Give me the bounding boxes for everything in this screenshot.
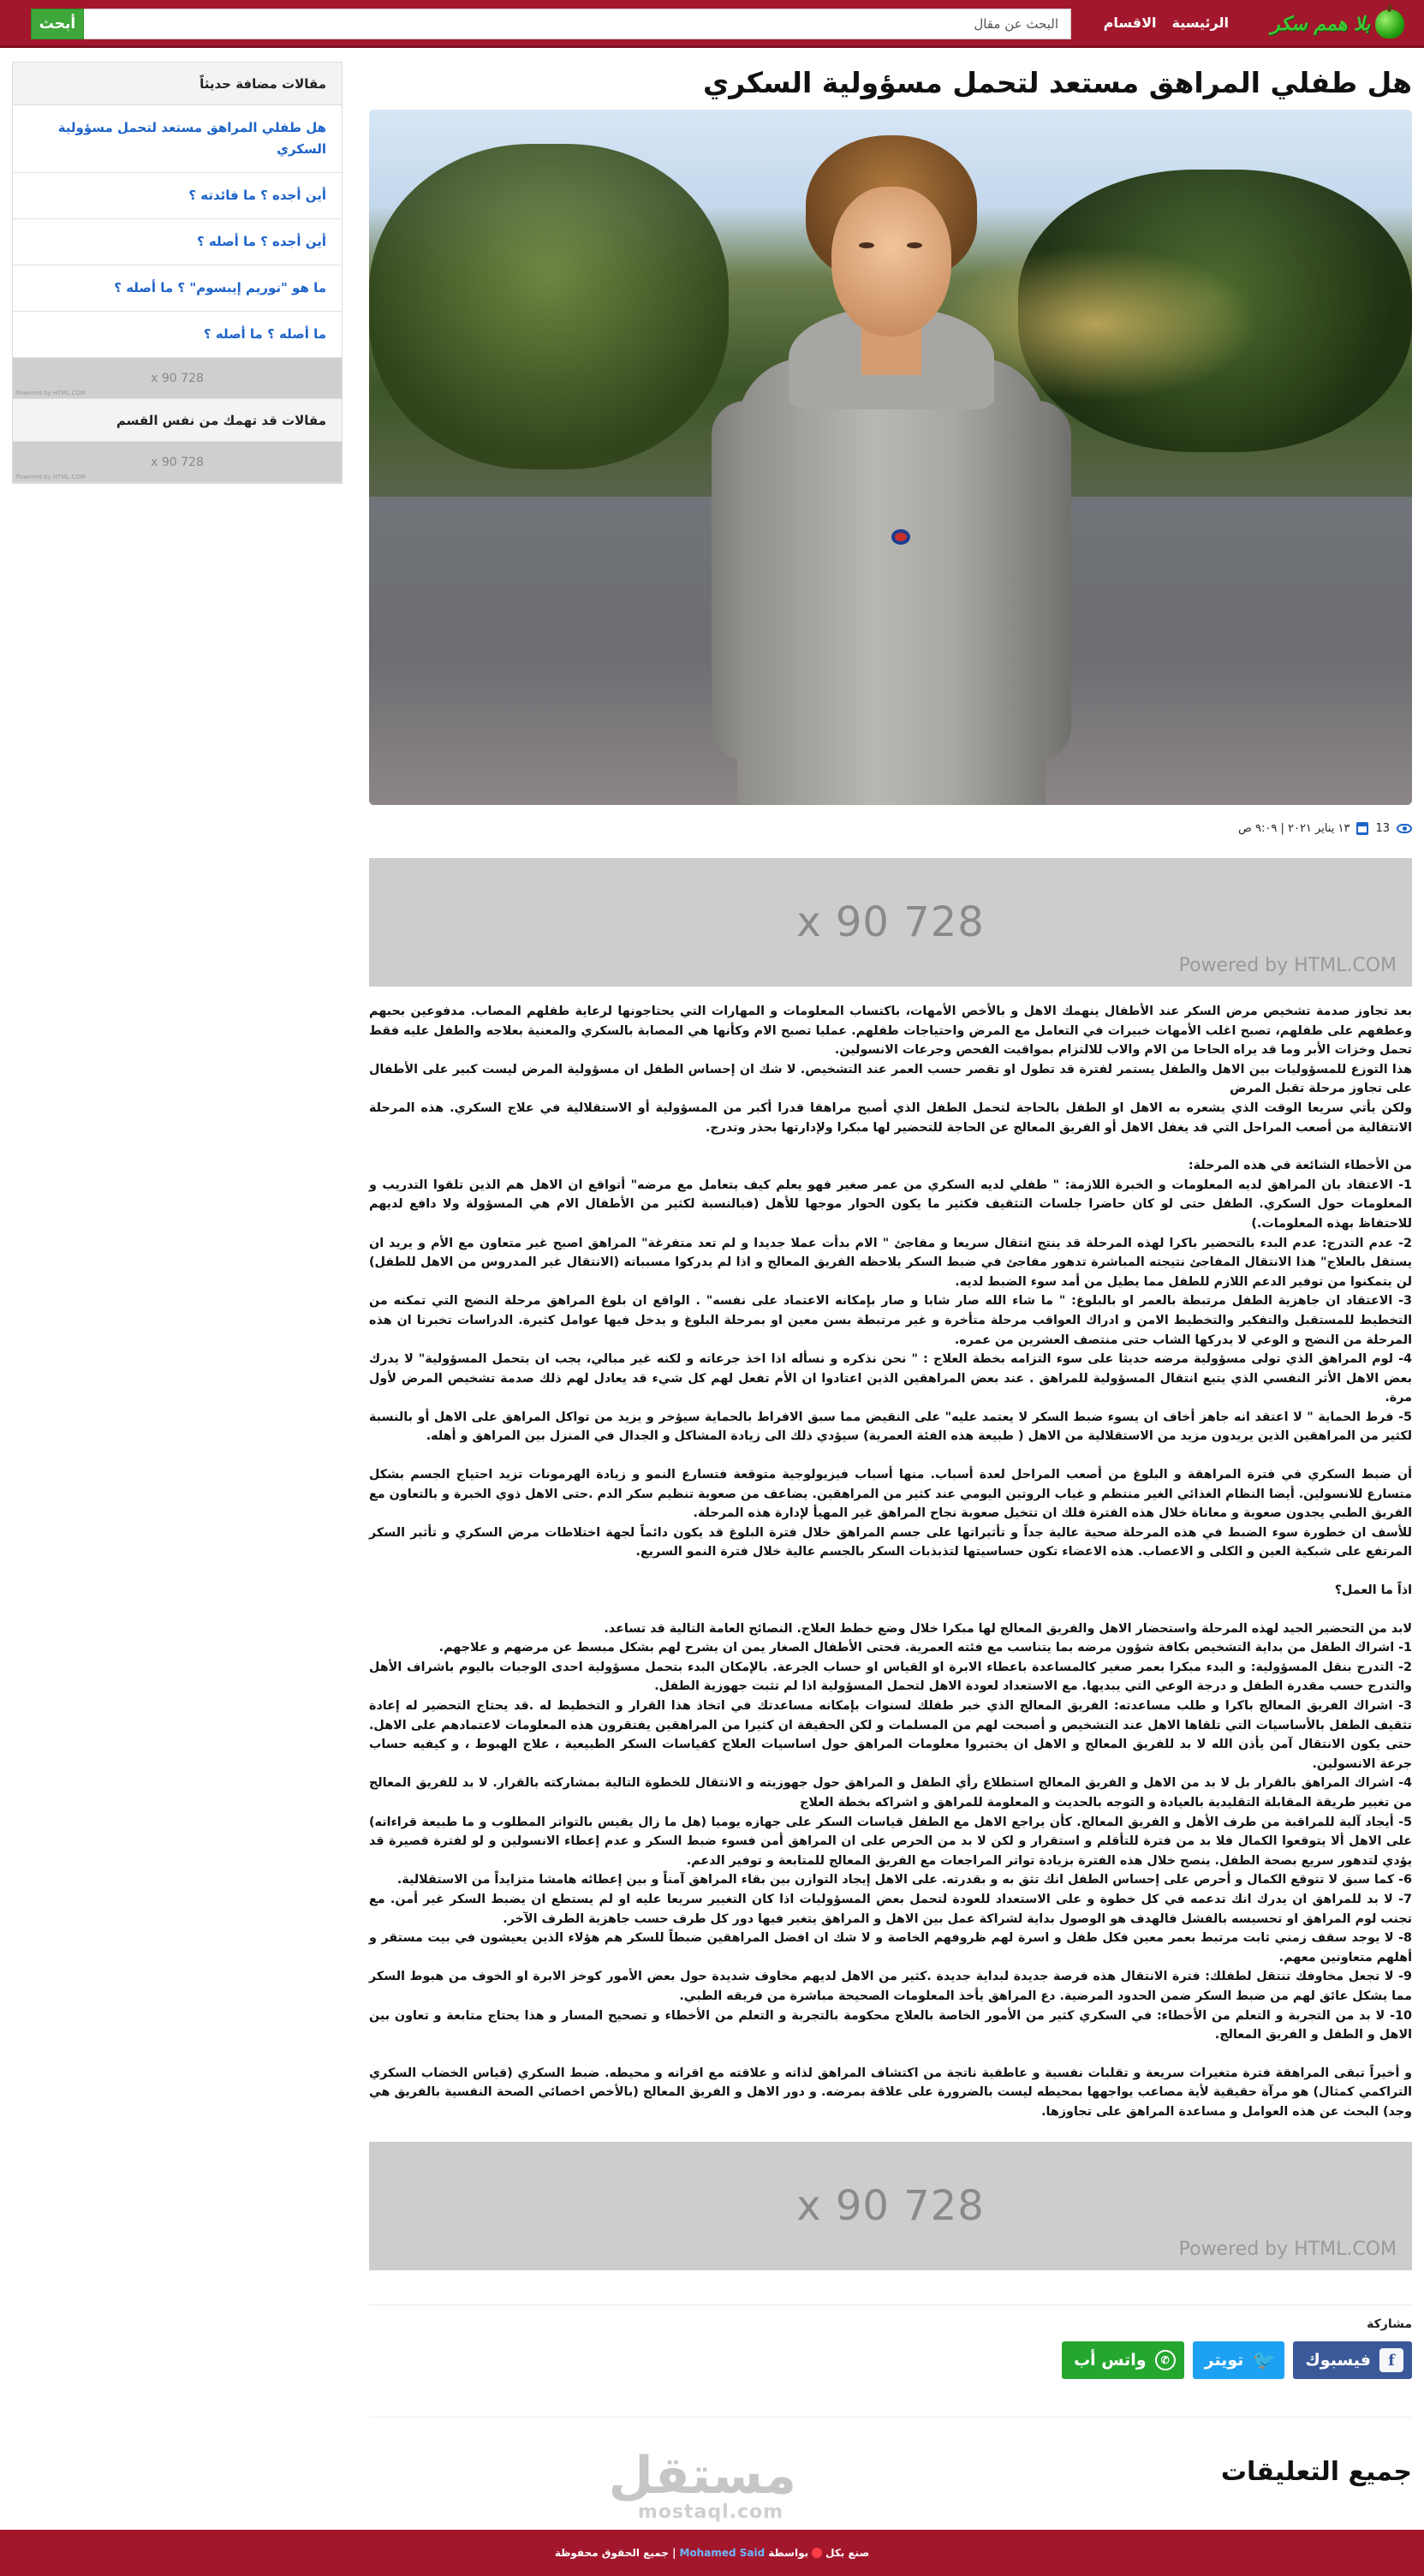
article-list-item: 6- كما سبق لا تتوقع الكمال و أحرص على إحساس الطفل انك تثق به و بقدرته. على الاهل إيجاد التوازن بين بقاء المراهق آمناً و بين إعطائه هامشا متزايداً من الاستقلالية. — [396, 1873, 1412, 1887]
twitter-share-label: تويتر — [1204, 2351, 1244, 2370]
twitter-icon: 🐦 — [1252, 2349, 1277, 2372]
article-body — [369, 1002, 1412, 2121]
twitter-share-button[interactable] — [1193, 2341, 1285, 2379]
recent-article-link[interactable]: أين أجده ؟ ما فائدته ؟ — [13, 173, 342, 219]
article-subheading: اذاً ما العمل؟ — [1334, 1583, 1412, 1598]
facebook-share-label: فيسبوك — [1305, 2351, 1371, 2370]
mostaql-watermark — [608, 2446, 796, 2523]
search-button[interactable]: أبحث — [31, 9, 84, 39]
article-main — [369, 62, 1412, 2487]
main-nav — [1104, 15, 1229, 31]
search-bar — [31, 9, 1071, 39]
article-list-item: 1- الاعتقاد بان المراهق لديه المعلومات و الخبرة اللازمة: " طفلي لديه السكري من عمر صغير فهو يعلم كيف يتعامل مع مرضه" أتواقع ان الاهل هم الذين تلقوا التدريب و المعلومات حول السكري. الطفل حتى لو كان حاضرا جلسات التثقيف فكثير ما يكون الحوار موجها للأهل (فبالنسبة لكثير من الأطفال الام هي المسؤولة ولا دافع لديهم للاحتفاظ بهذه المعلومات.) — [369, 1178, 1412, 1231]
teen-boy-photo — [712, 127, 1071, 805]
top-navbar — [0, 0, 1424, 48]
share-label: مشاركة — [369, 2305, 1412, 2331]
recent-article-link[interactable]: هل طفلي المراهق مستعد لتحمل مسؤولية السكري — [13, 105, 342, 173]
ad-size-label: 728 x 90 — [151, 455, 204, 469]
ad-size-label: 728 x 90 — [796, 2182, 985, 2231]
footer-made-with: صنع بكل — [825, 2547, 870, 2559]
facebook-share-button[interactable] — [1293, 2341, 1412, 2379]
ad-size-label: 728 x 90 — [796, 898, 985, 946]
watermark-ar: مستقل — [608, 2446, 796, 2506]
article-ad-banner-top[interactable] — [369, 858, 1412, 987]
article-list-item: 7- لا بد للمراهق ان يدرك انك تدعمه في كل خطوة و على الاستعداد للعودة لتحمل بعض المسؤوليات اذا كان التغيير سريعا عليه او لم يستطع ان يضبط السكر غير أمن. مع تجنب لوم المراهق او تحسيسه بالفشل فالهدف هو الوصول بداية لشراكة عمل بين الاهل و المراهق يتغير فيها دور كل طرف حسب جاهزية الطرف الآخر. — [369, 1892, 1412, 1926]
article-list-item: 9- لا تجعل مخاوفك تنتقل لطفلك: فترة الانتقال هذه فرصة جديدة لبداية جديدة .كثير من الاهل لديهم مخاوف شديدة حول بعض الأمور كوخز الابرة او الخوف من هبوط السكر مما يشكل عائق لهم من ضبط السكر ضمن الحدود المرضية. دع المراهق يأخذ المعلومات الصحيحة مباشرة من فريقه الطبي. — [369, 1970, 1412, 2003]
article-list-item: 5- أيجاد آلية للمراقبة من طرف الأهل و الفريق المعالج. كأن يراجع الاهل مع الطفل قياسات السكر على جهازه يوميا (هل ما زال يقيس بالتواتر المطلوب و ما طبيعة قراءاته) على الاهل ألا يتوقعوا الكمال فلا بد من فترة للتأقلم و استقرار و لكن لا بد من الحرص على ان المراهق أمن فسوء ضبط السكر و عدم إعطاء الانسولين و لو لفترة قصيرة قد يؤدي لتدهور سريع بصحة الطفل. ينصح خلال هذه الفترة بزيادة تواتر المراجعات مع الفريق المعالج للمتابعة و توفير الدعم. — [369, 1815, 1412, 1868]
sidebar-ad-banner[interactable] — [13, 358, 342, 399]
article-list-item: 3- الاعتقاد ان جاهزية الطفل مرتبطة بالعمر او بالبلوغ: " ما شاء الله صار شابا و صار بإمكانه الاعتماد على نفسه" . الواقع ان بلوغ المراهق مرحلة النضج التي تمكنه من التخطيط للمستقبل والتفكير والتخطيط الامن و ادراك العواقب مرحلة متأخرة و غير مرتبطة بسن معين او بمرحلة البلوغ و يدخل فيها عوامل كثيرة. الدراسات تخبرنا ان هذه المرحلة من النضج و الوعي لا يدركها الشاب حتى منتصف العشرين من عمره. — [369, 1294, 1412, 1347]
article-list-item: 1- اشراك الطفل من بداية التشخيص بكافة شؤون مرضه بما يتناسب مع فئته العمرية. فحتى الأطفال الصغار يمن ان يشرح لهم بشكل مبسط عن مرضهم و علاجهم. — [438, 1641, 1412, 1655]
article-list-item: 2- التدرج بنقل المسؤولية: و البدء مبكرا بعمر صغير كالمساعدة باعطاء الابرة او القياس او حساب الجرعة. بالإمكان البدء بتحمل مسؤولية احدى الوجبات باليوم باشراف الأهل والتدرج حسب مقدرة الطفل و درجة الوعي التي يبديها. مع الاستعداد لعودة الاهل لتحمل المسؤولية اذا لم تثبت جهوزية الطفل. — [369, 1660, 1412, 1694]
ad-powered-label: Powered by HTML.COM — [16, 474, 86, 480]
article-paragraph: هذا التوزع للمسؤوليات بين الاهل والطفل يستمر لفترة قد تطول او تقصر حسب العمر عند التشخيص. لا شك ان إحساس الطفل ان مسؤولية المرض ليست كبير على الأطفال على تجاوز مرحلة تقبل المرض — [369, 1062, 1412, 1096]
share-buttons — [369, 2341, 1412, 2379]
article-title: هل طفلي المراهق مستعد لتحمل مسؤولية السكري — [703, 66, 1412, 99]
article-list-item: 10- لا بد من التجربة و التعلم من الأخطاء: في السكري كثير من الأمور الخاصة بالعلاج محكومة بالتجربة و التعلم من الأخطاء و تصحيح المسار و هذا يحتاج متابعة و تعاون بين الاهل و الطفل و الفريق المعالج. — [369, 2008, 1412, 2042]
site-footer — [0, 2530, 1424, 2576]
article-hero-image — [369, 110, 1412, 805]
article-list-item: 3- اشراك الفريق المعالج باكرا و طلب مساعدته: الفريق المعالج الذي خبر طفلك لسنوات بإمكانه مساعدتك في اتخاذ هذا القرار و التخطيط له .قد يحتاج التحضير له إعادة تثقيف الطفل بالأساسيات التي تلقاها الاهل عند التشخيص و أصبحت لهم من المسلمات و لكن الحقيقة ان كثيرا من المراهقين يفتقرون هذه المعلومات لاعتمادهم على الاهل. حتى يكون الانتقال آمن يأذن الله لا بد للفريق المعالج و الاهل ان يختبروا معلومات المراهق حول اساسيات العلاج كقياسات السكر الطبيعية ، علاج الهبوط ، و كيفيه حساب جرعة الانسولين. — [369, 1699, 1412, 1771]
facebook-icon: f — [1379, 2348, 1403, 2372]
ad-powered-label: Powered by HTML.COM — [1178, 955, 1397, 976]
heart-icon — [812, 2548, 822, 2558]
calendar-icon — [1356, 822, 1368, 835]
views-icon — [1397, 824, 1412, 833]
recent-articles-heading: مقالات مضافة حديثاً — [13, 63, 342, 105]
article-paragraph: أن ضبط السكري في فترة المراهقة و البلوغ من أصعب المراحل لعدة أسباب. منها أسباب فيزيولوجية متوقعة فتسارع النمو و زيادة الهرمونات تزيد احتياج الجسم بشكل متسارع للانسولين. أيضا النظام الغذائي الغير منتظم و غياب الروتين اليومي عند كثير من المراهقين. يضاعف من صعوبة تنظيم سكر الدم .حتى الاهل ذوي الخبرة و بالتعاون مع الفريق الطبي يجدون صعوبة و معاناة خلال هذه الفترة فلك ان تتخيل صعوبة نجاح المراهق غير المهيأ لإدارة هذه المرحلة. — [369, 1468, 1412, 1521]
logo-text: بلا همم سكر — [1271, 13, 1371, 35]
footer-author-link[interactable]: Mohamed Said — [679, 2547, 766, 2559]
sidebar-ad-banner[interactable] — [13, 442, 342, 483]
site-logo[interactable] — [1271, 7, 1412, 41]
watermark-en: mostaql.com — [637, 2501, 784, 2523]
article-ad-banner-bottom[interactable] — [369, 2142, 1412, 2270]
recent-article-link[interactable]: ما أصله ؟ ما أصله ؟ — [13, 312, 342, 358]
nav-home-link[interactable]: الرئيسية — [1171, 15, 1229, 31]
article-list-item: 4- لوم المراهق الذي تولى مسؤولية مرضه حديثا على سوء التزامه بخطة العلاج : " نحن نذكره و نسأله اذا اخذ جرعاته و لكنه غير مبالي، يجب ان يتحمل المسؤولية" لا يدرك بعض الاهل الأثر النفسي الذي يتبع انتقال المسؤولية للمراهق . عند بعض المراهقين الذين اعتادوا ان الأم تفعل لهم كل شيء قد يعادل لهم ذلك صدمة تشخيص المرض لأول مرة. — [369, 1352, 1412, 1405]
publish-date: ١٣ يناير ٢٠٢١ | ٩:٠٩ ص — [1238, 821, 1350, 835]
footer-rights: | جميع الحقوق محفوظة — [554, 2547, 676, 2559]
article-list-item: 4- اشراك المراهق بالقرار بل لا بد من الاهل و الفريق المعالج استطلاع رأي الطفل و المراهق حول جهوزيته و الانتقال للخطوة التالية بمشاركته بالقرار. لا بد للفريق المعالج من تغيير طريقة المقابلة التقليدية بالعيادة و التوجه بالحديث و المعلومة للمراهق و اشراكه بخطة العلاج — [369, 1776, 1412, 1810]
article-paragraph: ولكن يأتي سريعا الوقت الذي يشعره به الاهل او الطفل بالحاجة لتحمل الطفل الذي أصبح مراهقا قدرا أكبر من المسؤولية أو الاستقلالية في علاج السكري. هذه المرحلة الانتقالية من أصعب المراحل التي قد يغفل الاهل أو الفريق المعالج عن الحاجة للتحضير لها مبكرا ولإدارتها بحذر وتدرج. — [369, 1100, 1412, 1135]
article-paragraph: لابد من التحضير الجيد لهذه المرحلة واستحضار الاهل والفريق المعالج لها مبكرا خلال وضع خطط العلاج. النصائح العامة التالية قد تساعد. — [604, 1621, 1412, 1636]
related-articles-heading: مقالات قد تهمك من نفس القسم — [13, 399, 342, 442]
whatsapp-share-label: واتس أب — [1074, 2351, 1147, 2370]
apple-logo-icon — [1375, 9, 1404, 39]
article-paragraph: للأسف ان خطورة سوء الضبط في هذه المرحلة صحية عالية جداً و تأثيراتها على جسم المراهق خلال فترة البلوغ قد يكون دائماً لجهة اختلاطات مرض السكري و تأثير السكر المرتفع على شبكية العين و الكلى و الاعصاب. هذه الاعضاء تكون حساسيتها لتذبذبات السكر بالجسم عالية خلال فترة النمو السريع. — [369, 1525, 1412, 1559]
ad-powered-label: Powered by HTML.COM — [16, 390, 86, 397]
article-paragraph: بعد تجاوز صدمة تشخيص مرض السكر عند الأطفال ينهمك الاهل و بالأخص الأمهات، باكتساب المعلومات و المهارات التي يحتاجونها لرعاية طفلهم المصاب. مدفوعين بحبهم وعطفهم على طفلهم، تصبح اغلب الأمهات خبيرات في التعامل مع المرض واحتياجات طفلهم. عمليا تصبح الام وكأنها هي المصابة بالسكري والمعنية بعلاجه والطفل عليه فقط تحمل وخزات الأبر وما قد يراه الحاحا من الام والاب للالتزام بمواقيت الفحص وجرعات الانسولين. — [369, 1005, 1412, 1058]
recent-article-link[interactable]: أين أجده ؟ ما أصله ؟ — [13, 219, 342, 265]
whatsapp-icon: ✆ — [1155, 2350, 1176, 2370]
search-input[interactable] — [32, 9, 1070, 39]
nav-sections-link[interactable]: الاقسام — [1103, 15, 1157, 31]
sidebar — [12, 62, 343, 484]
article-paragraph: و أخيراً تبقى المراهقة فترة متغيرات سريعة و تقلبات نفسية و عاطفية ناتجة من اكتشاف المراهق لذاته و علاقته مع اقرانه و محيطه. ضبط السكري (قياس الخضاب السكري التراكمي كمثال) هو مرآة حقيقية لأية مصاعب يواجهها بمحيطه ليست بالضرورة على علاقة بمرضه. و دور الاهل و الفريق المعالج (بالأخص اخصائي الصحة النفسية بالفريق هي وجد) البحث عن هذه العوامل و مساعدة المراهق على تجاوزها. — [369, 2066, 1412, 2119]
article-subheading: من الأخطاء الشائعة في هذه المرحلة: — [1188, 1159, 1412, 1173]
ad-powered-label: Powered by HTML.COM — [1178, 2239, 1397, 2261]
article-list-item: 8- لا يوجد سقف زمني ثابت مرتبط بعمر معين فكل طفل و اسرة لهم ظروفهم الخاصة و لا شك ان افضل المراهقين ضبطاً للسكر هم هؤلاء الذين يعيشون في بيت مستقر و أهلهم متعاونين معهم. — [369, 1931, 1412, 1965]
recent-article-link[interactable]: ما هو "نوريم إيبسوم" ؟ ما أصله ؟ — [13, 265, 342, 312]
views-count: 13 — [1375, 821, 1390, 835]
article-meta — [369, 817, 1412, 839]
article-list-item: 2- عدم التدرج: عدم البدء بالتحضير باكرا لهذه المرحلة قد ينتج انتقال سريعا و مفاجئ " الام بدأت عملا جديدا و لم تعد متفرغة" المراهق اصبح غير متعاون مع الأم و يريد ان يستقل بالعلاج" هذا الانتقال المفاجئ نتيجته المباشرة تدهور مفاجئ في ضبط السكر يلاحظه الفريق المعالج و اذا لم يدركوا مسبباته (الانتقال غير المدروس من الاهل للطفل) لن يتمكنوا من توفير الدعم اللازم للطفل مما يطيل من أمد سوء الضبط لديه. — [369, 1236, 1412, 1289]
article-list-item: 5- فرط الحماية " لا اعتقد انه جاهز أخاف ان يسوء ضبط السكر لا يعتمد عليه" على النقيض مما سبق الافراط بالحماية سيؤخر و يزيد من تواكل المراهق على الاهل أو بالنسبة لكثير من المراهقين الذين يريدون مزيد من الاستقلالية من الاهل ( طبيعة هذه الفئة العمرية) سيؤدي ذلك الى زيادة المشاكل و الجدال في المنزل بين المراهق و أهله. — [369, 1410, 1412, 1444]
comments-title: جميع التعليقات — [1220, 2457, 1412, 2488]
footer-by: بواسطة — [768, 2547, 809, 2559]
ad-size-label: 728 x 90 — [151, 371, 204, 385]
whatsapp-share-button[interactable] — [1062, 2341, 1184, 2379]
